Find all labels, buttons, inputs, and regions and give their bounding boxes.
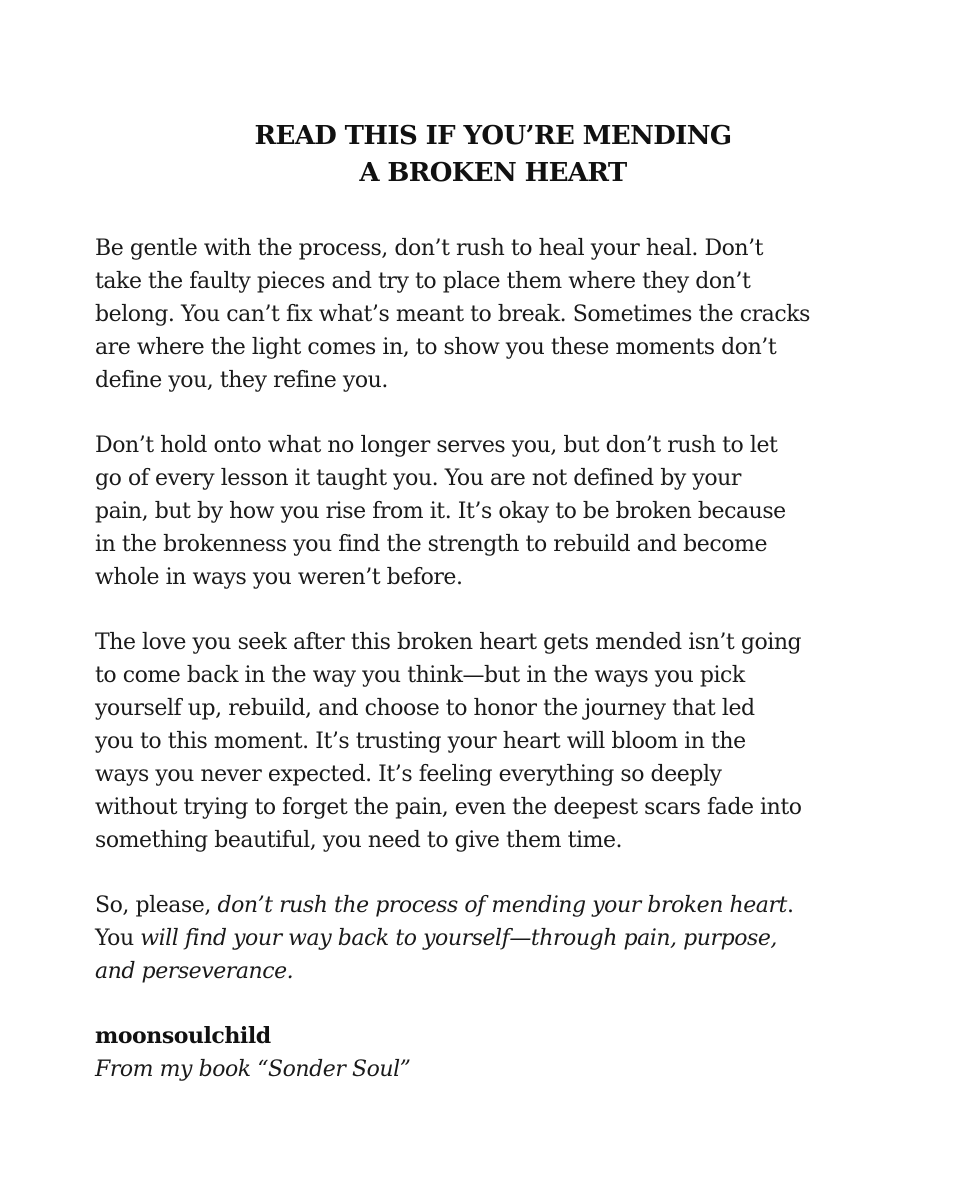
book-source: From my book “Sonder Soul” xyxy=(95,1057,411,1082)
text-line: Be gentle with the process, don’t rush to heal your heal. Don’t xyxy=(95,236,764,261)
text-line xyxy=(95,889,891,922)
text-line: go of every lesson it taught you. You are not defined by your xyxy=(95,466,741,491)
plain-text: . xyxy=(786,893,794,918)
text-line: in the brokenness you find the strength to rebuild and become xyxy=(95,532,768,557)
text-line: something beautiful, you need to give them time. xyxy=(95,828,623,853)
text-line: whole in ways you weren’t before. xyxy=(95,565,463,590)
text-line xyxy=(95,955,891,988)
title-line-1: READ THIS IF YOU’RE MENDING xyxy=(254,121,732,151)
body-text xyxy=(95,232,891,988)
text-line: yourself up, rebuild, and choose to honor the journey that led xyxy=(95,696,755,721)
text-line: you to this moment. It’s trusting your heart will bloom in the xyxy=(95,729,746,754)
text-line: Don’t hold onto what no longer serves you, but don’t rush to let xyxy=(95,433,778,458)
italic-text: and perseverance. xyxy=(95,959,294,984)
text-line: are where the light comes in, to show you these moments don’t xyxy=(95,335,777,360)
paragraph-1 xyxy=(95,232,891,397)
signature xyxy=(95,1020,891,1086)
text-line: without trying to forget the pain, even the deepest scars fade into xyxy=(95,795,802,820)
text-line: pain, but by how you rise from it. It’s okay to be broken because xyxy=(95,499,786,524)
author-name: moonsoulchild xyxy=(95,1023,271,1049)
paragraph-4 xyxy=(95,889,891,988)
text-line: to come back in the way you think—but in the ways you pick xyxy=(95,663,745,688)
paragraph-3 xyxy=(95,626,891,857)
text-line: The love you seek after this broken heart gets mended isn’t going xyxy=(95,630,802,655)
italic-text: will find your way back to yourself—through pain, purpose, xyxy=(140,926,777,951)
text-line: belong. You can’t fix what’s meant to break. Sometimes the cracks xyxy=(95,302,810,327)
plain-text: So, please, xyxy=(95,893,218,918)
italic-text: don’t rush the process of mending your broken heart xyxy=(217,893,787,918)
text-line: take the faulty pieces and try to place them where they don’t xyxy=(95,269,751,294)
text-line: define you, they refine you. xyxy=(95,368,388,393)
plain-text: You xyxy=(95,926,141,951)
text-line: ways you never expected. It’s feeling everything so deeply xyxy=(95,762,722,787)
title-line-2: A BROKEN HEART xyxy=(359,158,627,188)
paragraph-2 xyxy=(95,429,891,594)
page-title xyxy=(95,118,891,192)
text-line xyxy=(95,922,891,955)
